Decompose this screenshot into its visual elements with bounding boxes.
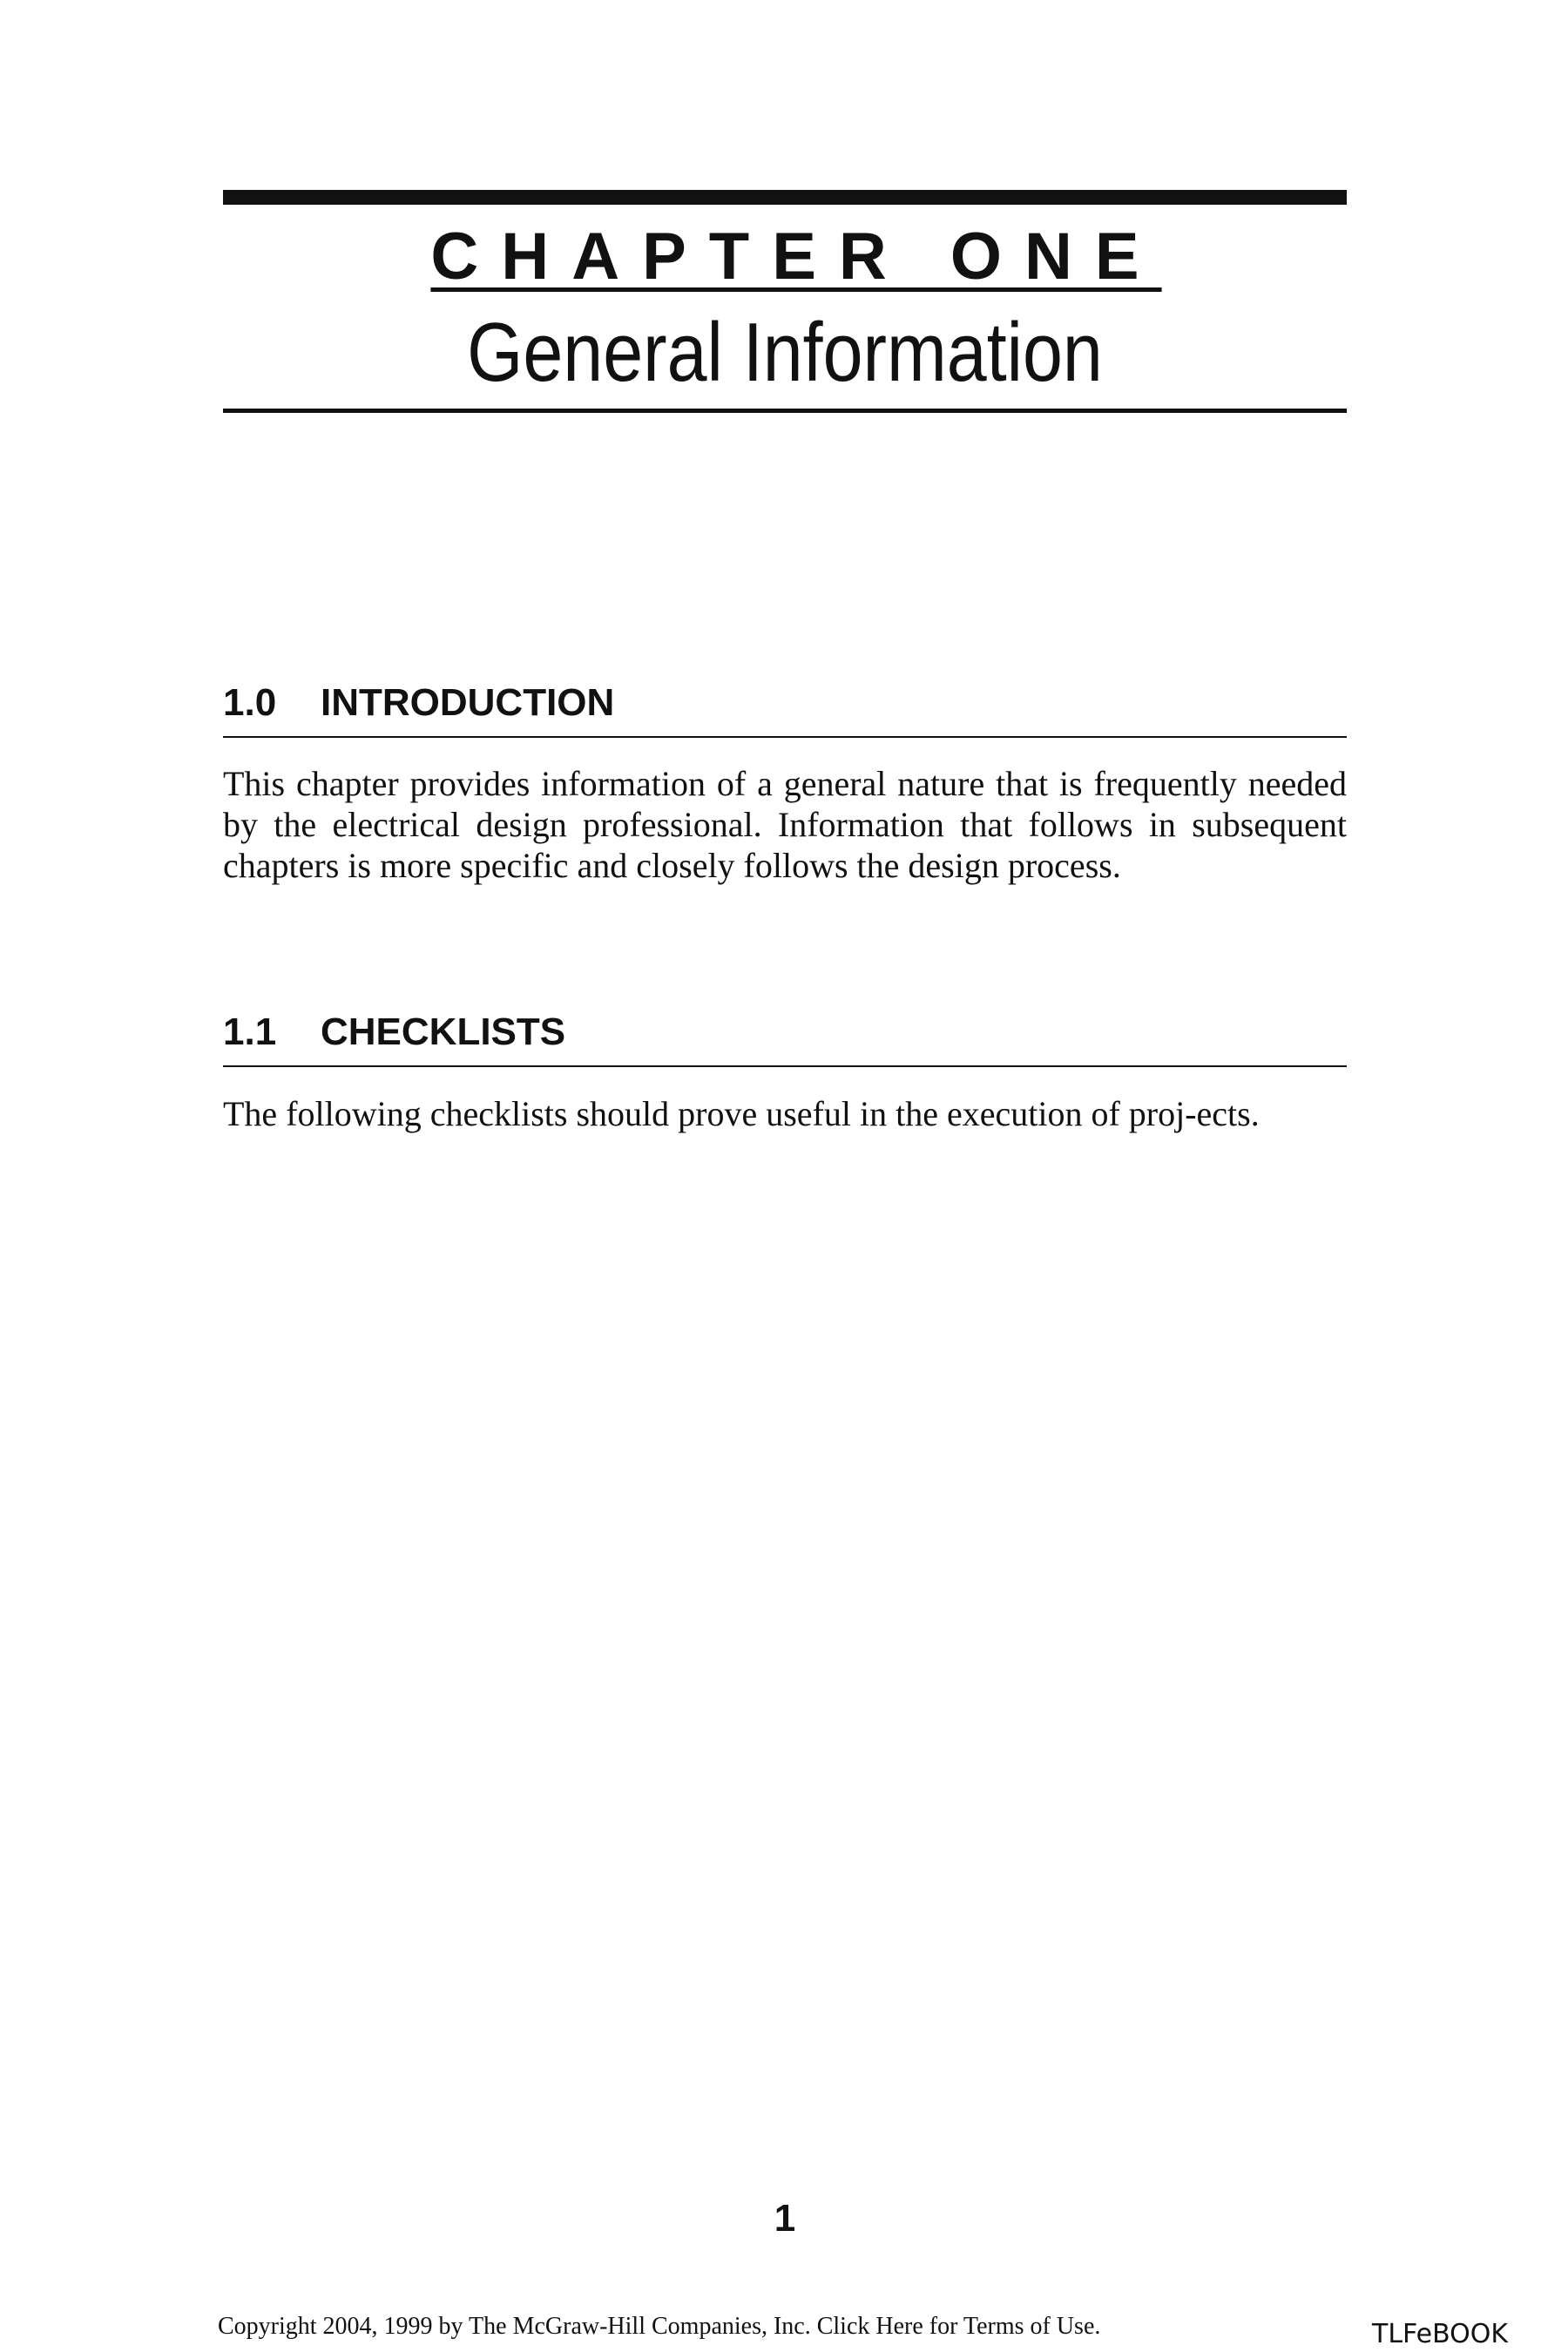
page-number: 1: [774, 2197, 796, 2240]
chapter-top-rule: [223, 190, 1347, 205]
section-rule-checklists: [223, 1065, 1347, 1067]
chapter-title-rule: [223, 409, 1347, 413]
introduction-paragraph: This chapter provides information of a general nature that is frequently needed by the electrical design professional. Information that follows in subsequent chapters is more specific and closely follows the design process.: [223, 764, 1347, 885]
section-heading-introduction: [223, 679, 1347, 727]
section-rule-introduction: [223, 736, 1347, 738]
copyright-link[interactable]: Copyright 2004, 1999 by The McGraw-Hill Companies, Inc. Click Here for Terms of Use.: [218, 2313, 1101, 2340]
section-title: INTRODUCTION: [321, 681, 615, 724]
chapter-title: General Information: [467, 306, 1103, 399]
chapter-label: [223, 218, 1347, 296]
section-title: CHECKLISTS: [321, 1010, 566, 1053]
section-number: 1.0: [223, 681, 277, 724]
chapter-label-text: CHAPTER ONE: [430, 220, 1162, 294]
section-number: 1.1: [223, 1010, 277, 1053]
checklists-paragraph: The following checklists should prove useful in the execution of proj-ects.: [223, 1094, 1260, 1133]
watermark-text: TLFeBOOK: [1372, 2319, 1509, 2349]
section-heading-checklists: [223, 1009, 1347, 1056]
